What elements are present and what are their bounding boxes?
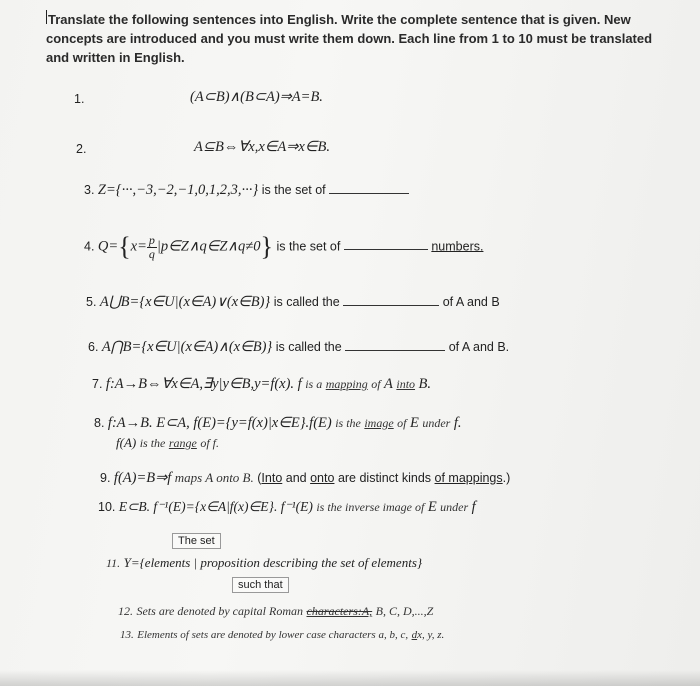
item-7-b: B. bbox=[418, 376, 431, 392]
item-1-math: (A⊂B)∧(B⊂A)⇒A=B. bbox=[190, 89, 323, 105]
item-3-text: is the set of bbox=[261, 183, 326, 197]
item-10-e: E bbox=[427, 499, 437, 515]
item-7-mapping: mapping bbox=[325, 377, 368, 391]
item-7-into: into bbox=[396, 377, 416, 391]
item-7-of: of bbox=[371, 377, 381, 391]
item-2-number: 2. bbox=[76, 142, 87, 156]
item-9-mid: are distinct kinds bbox=[337, 471, 432, 485]
item-4-fraction bbox=[147, 234, 157, 261]
item-8 bbox=[94, 415, 461, 432]
item-4-numbers: numbers. bbox=[431, 239, 484, 254]
item-4-frac-bottom: q bbox=[148, 246, 155, 261]
item-8-range: range bbox=[168, 436, 197, 450]
item-7-is-a: is a bbox=[305, 377, 323, 391]
item-8-line2-is-the: is the bbox=[139, 436, 166, 450]
item-12-text: Sets are denoted by capital Roman bbox=[136, 604, 304, 618]
item-8-fa: f(A) bbox=[116, 435, 137, 450]
item-4-brace-close: } bbox=[260, 232, 273, 261]
item-13-number: 13. bbox=[120, 629, 134, 641]
item-8-number: 8. bbox=[94, 416, 105, 430]
item-8-f: f. bbox=[453, 415, 462, 431]
item-7-a: A bbox=[384, 376, 393, 392]
instructions bbox=[46, 10, 676, 67]
item-8-e: E bbox=[409, 415, 419, 431]
item-7-number: 7. bbox=[92, 377, 103, 391]
item-12 bbox=[118, 604, 433, 619]
item-5-math: A⋃B={x∈U|(x∈A)∨(x∈B)} bbox=[99, 294, 271, 310]
item-6 bbox=[88, 338, 509, 356]
item-10-under: under bbox=[440, 500, 469, 514]
item-11-annotation-the-set: The set bbox=[172, 533, 221, 549]
item-9-and: and bbox=[285, 471, 307, 485]
item-3-number: 3. bbox=[84, 183, 95, 197]
item-6-number: 6. bbox=[88, 340, 99, 354]
page-edge-shadow bbox=[0, 670, 700, 686]
item-4 bbox=[84, 232, 483, 262]
item-8-line2-end: of f. bbox=[200, 436, 220, 450]
item-4-number: 4. bbox=[84, 239, 95, 254]
item-3-blank[interactable] bbox=[329, 181, 409, 194]
item-5 bbox=[86, 293, 500, 311]
item-3 bbox=[84, 181, 409, 199]
item-9-of-mappings: of mappings bbox=[434, 471, 503, 485]
item-7-math: f:A→B⇔∀x∈A,∃y|y∈B,y=f(x). f bbox=[105, 376, 302, 392]
item-11-separator: | bbox=[190, 555, 201, 570]
item-4-text: is the set of bbox=[276, 239, 341, 254]
item-4-x: x= bbox=[130, 238, 147, 255]
instructions-text: ranslate the following sentences into English. Write the complete sentence that is given. New concepts are introduced and you must write them down. Each line from 1 to 10 must be translated and written in English. bbox=[46, 12, 653, 65]
item-4-frac-top: p bbox=[148, 232, 155, 247]
item-9-close: .) bbox=[502, 471, 511, 485]
item-11-number: 11. bbox=[106, 556, 121, 570]
item-9-number: 9. bbox=[100, 471, 111, 485]
item-10-math: E⊂B. f⁻¹(E)={x∈A|f(x)∈E}. f⁻¹(E) bbox=[118, 499, 313, 514]
item-9-paren: ( bbox=[257, 471, 262, 485]
item-9-onto: onto bbox=[310, 471, 335, 485]
item-12-rest: B, C, D,...,Z bbox=[375, 604, 434, 618]
item-6-text: is called the bbox=[275, 340, 342, 354]
item-6-blank[interactable] bbox=[345, 338, 445, 351]
item-4-q: Q= bbox=[97, 238, 119, 255]
item-5-text: is called the bbox=[273, 295, 340, 309]
item-4-blank[interactable] bbox=[344, 237, 428, 250]
item-4-brace-open: { bbox=[118, 232, 131, 261]
item-9-math: f(A)=B⇒f bbox=[113, 470, 172, 486]
item-12-strike: characters:A, bbox=[306, 604, 373, 618]
item-8-under: under bbox=[422, 416, 451, 430]
item-6-end: of A and B. bbox=[448, 340, 510, 354]
item-9-maps: maps A onto B. bbox=[174, 470, 254, 485]
item-12-number: 12. bbox=[118, 604, 133, 618]
item-8-math: f:A→B. E⊂A, f(E)={y=f(x)|x∈E}.f(E) bbox=[107, 415, 332, 431]
item-1-number: 1. bbox=[74, 92, 85, 106]
item-2-math: A⊆B⇔∀x,x∈A⇒x∈B. bbox=[194, 139, 330, 155]
item-11-proposition: proposition describing the set of elements} bbox=[200, 555, 423, 570]
item-9-into: Into bbox=[261, 471, 283, 485]
item-11-annotation-such-that: such that bbox=[232, 577, 289, 593]
item-8-line2 bbox=[116, 435, 219, 451]
item-13 bbox=[120, 627, 444, 641]
item-10-text: is the inverse image of bbox=[316, 500, 425, 514]
item-5-blank[interactable] bbox=[343, 293, 439, 306]
item-13-rest: x, y, z. bbox=[417, 629, 445, 641]
item-7 bbox=[92, 376, 431, 393]
item-10 bbox=[98, 499, 476, 516]
item-3-math: Z={···,−3,−2,−1,0,1,2,3,···} bbox=[97, 182, 259, 198]
item-8-of: of bbox=[397, 416, 407, 430]
text-cursor bbox=[46, 10, 47, 24]
item-9 bbox=[100, 470, 510, 487]
item-4-condition: |p∈Z∧q∈Z∧q≠0 bbox=[156, 238, 261, 255]
item-13-text: Elements of sets are denoted by lower case characters a, b, c, bbox=[137, 629, 409, 641]
item-10-f: f bbox=[471, 499, 476, 515]
item-13-strike: d bbox=[411, 629, 418, 641]
instructions-first-char: T bbox=[48, 12, 56, 27]
item-8-is-the: is the bbox=[335, 416, 361, 430]
item-11 bbox=[106, 555, 422, 571]
item-5-end: of A and B bbox=[442, 295, 500, 309]
item-5-number: 5. bbox=[86, 295, 97, 309]
item-11-math: Y={elements bbox=[123, 555, 191, 570]
item-10-number: 10. bbox=[98, 500, 116, 514]
item-6-math: A⋂B={x∈U|(x∈A)∧(x∈B)} bbox=[101, 339, 273, 355]
item-8-image: image bbox=[364, 416, 394, 430]
